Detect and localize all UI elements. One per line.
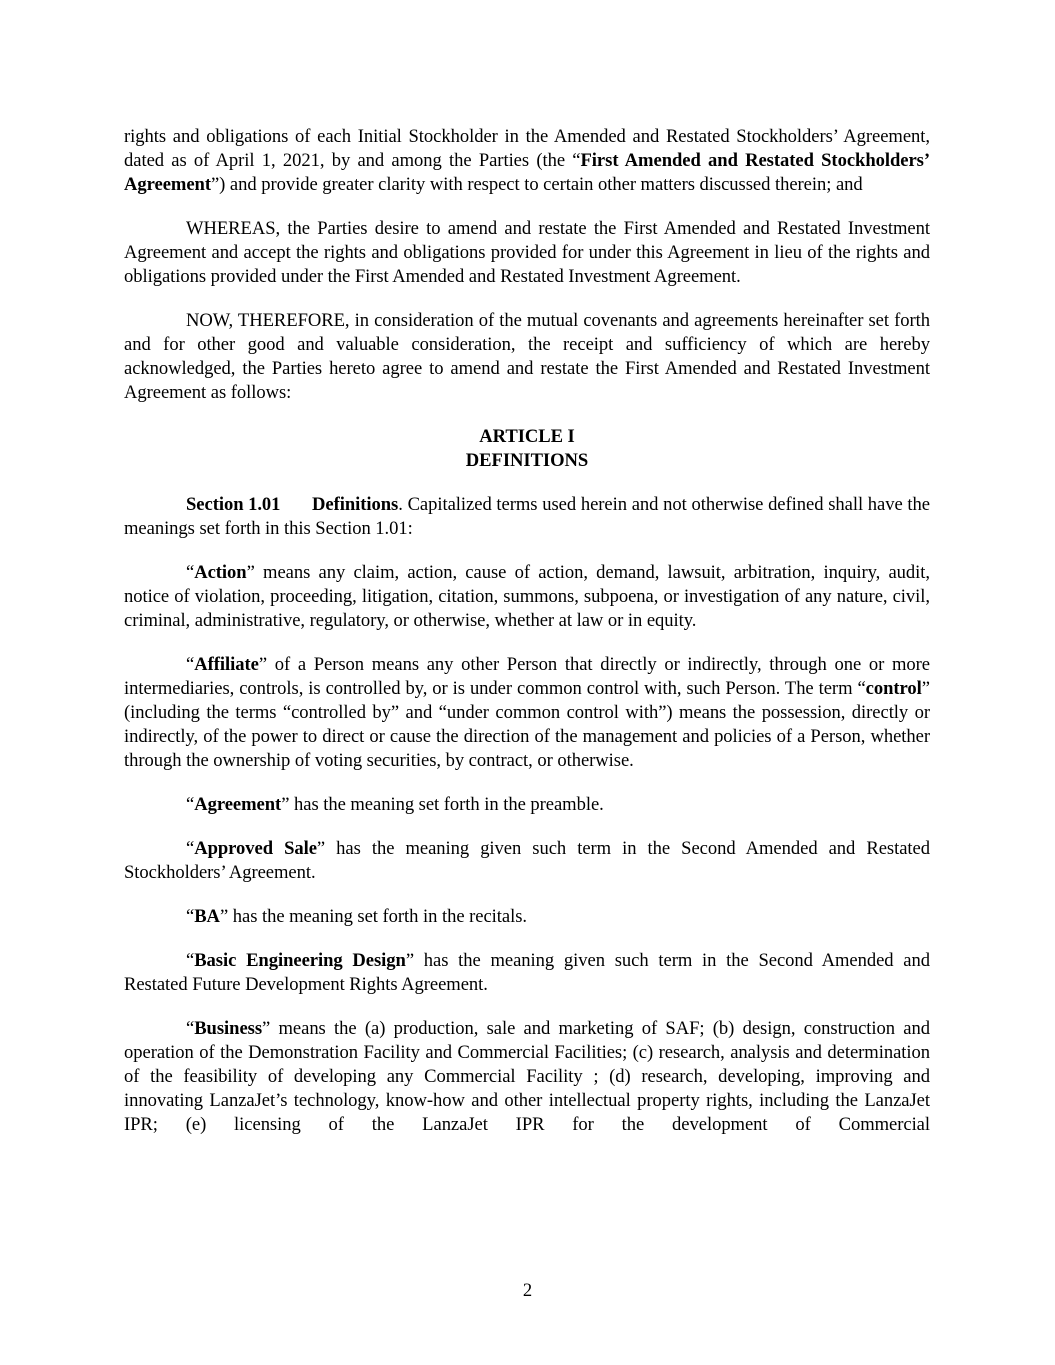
section-1-01-paragraph: Section 1.01 Definitions. Capitalized terms used herein and not otherwise defined shall have the meanings set forth in this Section 1.01: — [124, 494, 930, 539]
definition-business: “Business” means the (a) production, sale and marketing of SAF; (b) design, construction and operation of the Demonstration Facility and Commercial Facilities; (c) research, analysis and determination of the feasibility of developing any Commercial Facility ; (d) research, developing, improving and innovating LanzaJet’s technology, know-how and other intellectual property rights, including the LanzaJet IPR; (e) licensing of the LanzaJet IPR for the development of Commercial — [124, 1018, 930, 1135]
definition-agreement: “Agreement” has the meaning set forth in the preamble. — [186, 794, 604, 815]
whereas-paragraph: WHEREAS, the Parties desire to amend and restate the First Amended and Restated Investment Agreement and accept the rights and obligations provided for under this Agreement in lieu of the rights and obligations provided under the First Amended and Restated Investment Agreement. — [124, 218, 930, 287]
definition-approved-sale: “Approved Sale” has the meaning given such term in the Second Amended and Restated Stockholders’ Agreement. — [124, 838, 930, 883]
definition-ba: “BA” has the meaning set forth in the recitals. — [186, 906, 528, 927]
definition-affiliate: “Affiliate” of a Person means any other Person that directly or indirectly, through one or more intermediaries, controls, is controlled by, or is under common control with, such Person. The term “control” (including the terms “controlled by” and “under common control with”) means the possession, directly or indirectly, of the power to direct or cause the direction of the management and policies of a Person, whether through the ownership of voting securities, by contract, or otherwise. — [124, 654, 930, 771]
defined-term: control — [865, 678, 922, 699]
definition-action: “Action” means any claim, action, cause of action, demand, lawsuit, arbitration, inquiry, audit, notice of violation, proceeding, litigation, citation, summons, subpoena, or investigation of any nature, civil, criminal, administrative, regulatory, or otherwise, whether at law or in equity. — [124, 562, 930, 631]
article-title: DEFINITIONS — [465, 450, 589, 471]
document-page — [124, 125, 930, 1157]
recital-paragraph-continued: rights and obligations of each Initial Stockholder in the Amended and Restated Stockholders’ Agreement, dated as of April 1, 2021, by and among the Parties (the “First Amended and Restated Stockholders’ Agreement”) and provide greater clarity with respect to certain other matters discussed therein; and — [124, 126, 930, 195]
defined-term: Business — [194, 1018, 263, 1039]
defined-term: Basic Engineering Design — [194, 950, 406, 971]
now-therefore-paragraph: NOW, THEREFORE, in consideration of the mutual covenants and agreements hereinafter set forth and for other good and valuable consideration, the receipt and sufficiency of which are hereby acknowledged, the Parties hereto agree to amend and restate the First Amended and Restated Investment Agreement as follows: — [124, 310, 930, 403]
defined-term: Affiliate — [194, 654, 259, 675]
defined-term: Agreement — [194, 794, 282, 815]
defined-term: First Amended and Restated Stockholders’ Agreement — [124, 150, 930, 195]
section-number: Section 1.01 — [186, 494, 281, 515]
article-number: ARTICLE I — [479, 426, 575, 447]
defined-term: Approved Sale — [194, 838, 317, 859]
defined-term: BA — [194, 906, 220, 927]
section-title: Definitions — [312, 494, 399, 515]
definition-basic-engineering-design: “Basic Engineering Design” has the meaning given such term in the Second Amended and Restated Future Development Rights Agreement. — [124, 950, 931, 995]
page-number: 2 — [522, 1280, 533, 1301]
defined-term: Action — [194, 562, 247, 583]
article-heading — [124, 425, 930, 473]
